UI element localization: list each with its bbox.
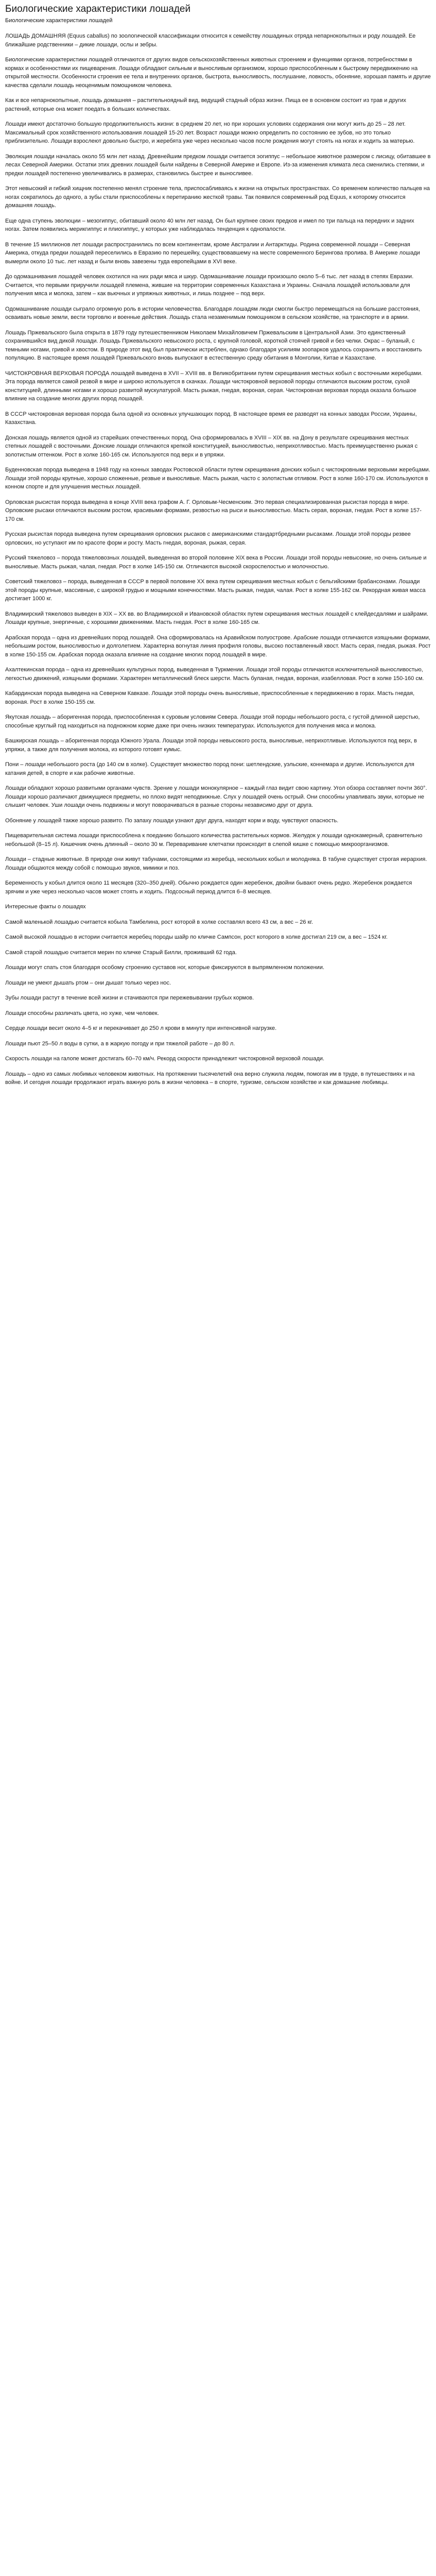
article-paragraph: Буденновская порода выведена в 1948 году на конных заводах Ростовской области путем скрещивания донских кобыл с чистокровными верховыми жеребцами. Лошади этой породы крупные, хорошо сложенные, резвые и выносливые. Масть рыжая, часто с золотистым отливом. Рост в холке 160-170 см. Используются в конном спорте и для улучшения местных лошадей.	[5, 467, 430, 490]
article-paragraph: Самой старой лошадью считается мерин по кличке Старый Билли, проживший 62 года.	[5, 949, 237, 956]
article-paragraph: ЛОШАДЬ ДОМАШНЯЯ (Equus caballus) по зоологической классификации относится к семейству лошадиных отряда непарнокопытных и роду лошадей. Ее ближайшие родственники – дикие лошади, ослы и зебры.	[5, 33, 416, 48]
article-paragraph: Как и все непарнокопытные, лошадь домашняя – растительноядный вид, ведущий стадный образ жизни. Пища ее в основном состоит из трав и других растений, которые она может поедать в больших количествах.	[5, 97, 406, 112]
page-subtitle: Биологические характеристики лошадей	[5, 17, 113, 24]
article-paragraph: Кабардинская порода выведена на Северном Кавказе. Лошади этой породы очень выносливые, приспособленные к передвижению в горах. Масть гнедая, вороная. Рост в холке 150-155 см.	[5, 690, 415, 705]
article-paragraph: Лошади способны различать цвета, но хуже, чем человек.	[5, 1010, 159, 1016]
article-paragraph: В течение 15 миллионов лет лошади распространились по всем континентам, кроме Австралии и Антарктиды. Родина современной лошади – Северная Америка, откуда предки лошадей переселились в Евразию по перешейку, существовавшему на месте современного Берингова пролива. В Америке лошади вымерли около 10 тыс. лет назад и были вновь завезены туда европейцами в XVI веке.	[5, 241, 420, 265]
article-paragraph: Донская лошадь является одной из старейших отечественных пород. Она сформировалась в XVIII – XIX вв. на Дону в результате скрещивания местных степных лошадей с восточными. Донские лошади отличаются крепкой конституцией, выносливостью, неприхотливостью. Масть преимущественно рыжая с золотистым оттенком. Рост в холке 160-165 см. Используются под верх и в упряжи.	[5, 434, 418, 458]
page-title: Биологические характеристики лошадей	[5, 4, 191, 14]
article-paragraph: Беременность у кобыл длится около 11 месяцев (320–350 дней). Обычно рождается один жеребенок, двойни бывают очень редко. Жеребенок рождается зрячим и уже через несколько часов может стоять и ходить. Подсосный период длится 6–8 месяцев.	[5, 880, 412, 895]
article-paragraph: Интересные факты о лошадях	[5, 904, 86, 910]
article-paragraph: Зубы лошади растут в течение всей жизни и стачиваются при пережевывании грубых кормов.	[5, 995, 254, 1002]
article-paragraph: Лошади обладают хорошо развитыми органами чувств. Зрение у лошади монокулярное – каждый глаз видит свою картину. Угол обзора составляет почти 360°. Лошади хорошо различают движущиеся предметы, но плохо видят неподвижные. Слух у лошадей очень острый. Они способны улавливать звуки, которые не слышит человек. Уши лошади очень подвижны и могут поворачиваться в разные стороны независимо друг от друга.	[5, 785, 427, 809]
article-paragraph: Биологические характеристики лошадей отличаются от других видов сельскохозяйственных животных строением и функциями органов, потребностями в кормах и особенностями их пищеварения. Лошади обладают сильным и выносливым организмом, хорошо приспособленным к быстрому передвижению на открытой местности. Особенности строения ее тела и внутренних органов, быстрота, выносливость, послушание, ловкость, обоняние, хорошая память и другие качества сделали лошадь неоценимым помощником человека.	[5, 57, 431, 89]
article-paragraph: Этот невысокий и гибкий хищник постепенно менял строение тела, приспосабливаясь к жизни на открытых пространствах. Со временем количество пальцев на ногах сократилось до одного, а зубы стали приспособлены к перетиранию жесткой травы. Так появился современный род Equus, к которому относится домашняя лошадь.	[5, 185, 430, 209]
article-paragraph: Владимирский тяжеловоз выведен в XIX – XX вв. во Владимирской и Ивановской областях путем скрещивания местных лошадей с клейдесдалями и шайрами. Лошади крупные, энергичные, с хорошими движениями. Масть гнедая. Рост в холке 160-165 см.	[5, 611, 429, 626]
article-paragraph: Орловская рысистая порода выведена в конце XVIII века графом А. Г. Орловым-Чесменским. Это первая специализированная рысистая порода в мире. Орловские рысаки отличаются высоким ростом, красивыми формами, резвостью на рыси и выносливостью. Масть серая, вороная, гнедая. Рост в холке 157-170 см.	[5, 499, 422, 522]
article-paragraph: Русская рысистая порода выведена путем скрещивания орловских рысаков с американскими стандартбредными рысаками. Лошади этой породы резвее орловских, но уступают им по красоте форм и росту. Масть гнедая, вороная, рыжая, серая.	[5, 531, 411, 546]
article-paragraph: Пищеварительная система лошади приспособлена к поеданию большого количества растительных кормов. Желудок у лошади однокамерный, сравнительно небольшой (8–15 л). Кишечник очень длинный – около 30 м. Переваривание клетчатки происходит в слепой кишке с помощью микроорганизмов.	[5, 833, 423, 848]
article-paragraph: Эволюция лошади началась около 55 млн лет назад. Древнейшим предком лошади считается эогиппус – небольшое животное размером с лисицу, обитавшее в лесах Северной Америки. Остатки этих древних лошадей были найдены в Северной Америке и Европе. Из-за изменения климата леса сменились степями, и предки лошадей постепенно увеличивались в размерах, становились быстрее и выносливее.	[5, 153, 431, 177]
article-paragraph: Сердце лошади весит около 4–5 кг и перекачивает до 250 л крови в минуту при интенсивной нагрузке.	[5, 1025, 277, 1032]
article-paragraph: Одомашнивание лошади сыграло огромную роль в истории человечества. Благодаря лошадям люди смогли быстро перемещаться на большие расстояния, осваивать новые земли, вести торговлю и военные действия. Лошадь стала незаменимым помощником в сельском хозяйстве, на транспорте и в армии.	[5, 306, 420, 321]
article-paragraph: Башкирская лошадь – аборигенная порода Южного Урала. Лошади этой породы невысокого роста, выносливые, неприхотливые. Используются под верх, в упряжи, а также для получения молока, из которого готовят кумыс.	[5, 738, 417, 753]
article-paragraph: До одомашнивания лошадей человек охотился на них ради мяса и шкур. Одомашнивание лошади произошло около 5–6 тыс. лет назад в степях Евразии. Считается, что первыми приручили лошадей племена, жившие на территории современных Казахстана и Украины. Сначала лошадей использовали для получения мяса и молока, затем – как вьючных и упряжных животных, и лишь позднее – под верх.	[5, 274, 414, 297]
article-paragraph: Ахалтекинская порода – одна из древнейших культурных пород, выведенная в Туркмении. Лошади этой породы отличаются исключительной выносливостью, легкостью движений, изящными формами. Характерен металлический блеск шерсти. Масть буланая, гнедая, вороная, изабелловая. Рост в холке 150-160 см.	[5, 667, 424, 682]
article-paragraph: Еще одна ступень эволюции – мезогиппус, обитавший около 40 млн лет назад. Он был крупнее своих предков и имел по три пальца на передних и задних ногах. Затем появились мерикгиппус и плиогиппус, у которых уже наблюдалась тенденция к однопалости.	[5, 217, 414, 233]
article-paragraph: Лошади пьют 25–50 л воды в сутки, а в жаркую погоду и при тяжелой работе – до 80 л.	[5, 1040, 235, 1047]
article-paragraph: Советский тяжеловоз – порода, выведенная в СССР в первой половине XX века путем скрещивания местных кобыл с бельгийскими брабансонами. Лошади этой породы крупные, массивные, с широкой грудью и мощными конечностями. Масть рыжая, гнедая, чалая. Рост в холке 155-162 см. Рекордная живая масса достигает 1000 кг.	[5, 579, 426, 602]
article-paragraph: Самой высокой лошадью в истории считается жеребец породы шайр по кличке Сампсон, рост которого в холке достигал 219 см, а вес – 1524 кг.	[5, 934, 388, 941]
article-paragraph: Лошади не умеют дышать ртом – они дышат только через нос.	[5, 979, 171, 986]
article-paragraph: Русский тяжеловоз – порода тяжеловозных лошадей, выведенная во второй половине XIX века в России. Лошади этой породы невысокие, но очень сильные и выносливые. Масть рыжая, чалая, гнедая. Рост в холке 145-150 см. Отличаются высокой скороспелостью и молочностью.	[5, 555, 427, 570]
article-paragraph: Лошади – стадные животные. В природе они живут табунами, состоящими из жеребца, нескольких кобыл и молодняка. В табуне существует строгая иерархия. Лошади общаются между собой с помощью звуков, мимики и поз.	[5, 856, 427, 871]
article-paragraph: Скорость лошади на галопе может достигать 60–70 км/ч. Рекорд скорости принадлежит чистокровной верховой лошади.	[5, 1056, 325, 1062]
article-paragraph: Лошади имеют достаточно большую продолжительность жизни: в среднем 20 лет, но при хороших условиях содержания они могут жить до 25 – 28 лет. Максимальный срок хозяйственного использования лошадей 15-20 лет. Возраст лошади можно определить по состоянию ее зубов, но это только приблизительно. Лошади взрослеют довольно быстро, и жеребята уже через несколько часов после рождения могут стоять на ногах и ходить за матерью.	[5, 121, 415, 145]
article-paragraph: Якутская лошадь – аборигенная порода, приспособленная к суровым условиям Севера. Лошади этой породы небольшого роста, с густой длинной шерстью, способные круглый год находиться на подножном корме даже при очень низких температурах. Используются для получения мяса и молока.	[5, 714, 420, 729]
article-paragraph: Самой маленькой лошадью считается кобыла Тамбелина, рост которой в холке составлял всего 43 см, а вес – 26 кг.	[5, 919, 313, 925]
article-paragraph: Арабская порода – одна из древнейших пород лошадей. Она сформировалась на Аравийском полуострове. Арабские лошади отличаются изящными формами, небольшим ростом, выносливостью и долголетием. Характерна вогнутая линия профиля головы, высоко поставленный хвост. Масть серая, гнедая, рыжая. Рост в холке 150-155 см. Арабская порода оказала влияние на создание многих пород лошадей в мире.	[5, 634, 431, 658]
article-body	[5, 32, 431, 1087]
article-paragraph: Обоняние у лошадей также хорошо развито. По запаху лошади узнают друг друга, находят корм и воду, чувствуют опасность.	[5, 817, 339, 824]
article-paragraph: Лошадь – одно из самых любимых человеком животных. На протяжении тысячелетий она верно служила людям, помогая им в труде, в путешествиях и на войне. И сегодня лошади продолжают играть важную роль в жизни человека – в спорте, туризме, сельском хозяйстве и как домашние любимцы.	[5, 1071, 415, 1086]
article-paragraph: Пони – лошади небольшого роста (до 140 см в холке). Существует множество пород пони: шетлендские, уэльские, коннемара и другие. Используются для катания детей, в спорте и как рабочие животные.	[5, 761, 414, 776]
article-paragraph: В СССР чистокровная верховая порода была одной из основных улучшающих пород. В настоящее время ее разводят на конных заводах России, Украины, Казахстана.	[5, 411, 417, 426]
article-paragraph: ЧИСТОКРОВНАЯ ВЕРХОВАЯ ПОРОДА лошадей выведена в XVII – XVIII вв. в Великобритании путем скрещивания местных кобыл с восточными жеребцами. Эта порода является самой резвой в мире и широко используется в скачках. Лошади чистокровной верховой породы отличаются высоким ростом, сухой конституцией, длинными ногами и хорошо развитой мускулатурой. Масть рыжая, гнедая, вороная, серая. Чистокровная верховая порода оказала большое влияние на создание многих других пород лошадей.	[5, 370, 423, 402]
article-paragraph: Лошадь Пржевальского была открыта в 1879 году путешественником Николаем Михайловичем Пржевальским в Центральной Азии. Это единственный сохранившийся вид дикой лошади. Лошадь Пржевальского невысокого роста, с крупной головой, короткой стоячей гривой и без челки. Окрас – буланый, с темными ногами, гривой и хвостом. В природе этот вид был практически истреблен, однако благодаря усилиям зоопарков удалось сохранить и восстановить популяцию. В настоящее время лошадей Пржевальского вновь выпускают в естественную среду обитания в Монголии, Китае и Казахстане.	[5, 329, 422, 362]
article-paragraph: Лошади могут спать стоя благодаря особому строению суставов ног, которые фиксируются в выпрямленном положении.	[5, 964, 325, 971]
